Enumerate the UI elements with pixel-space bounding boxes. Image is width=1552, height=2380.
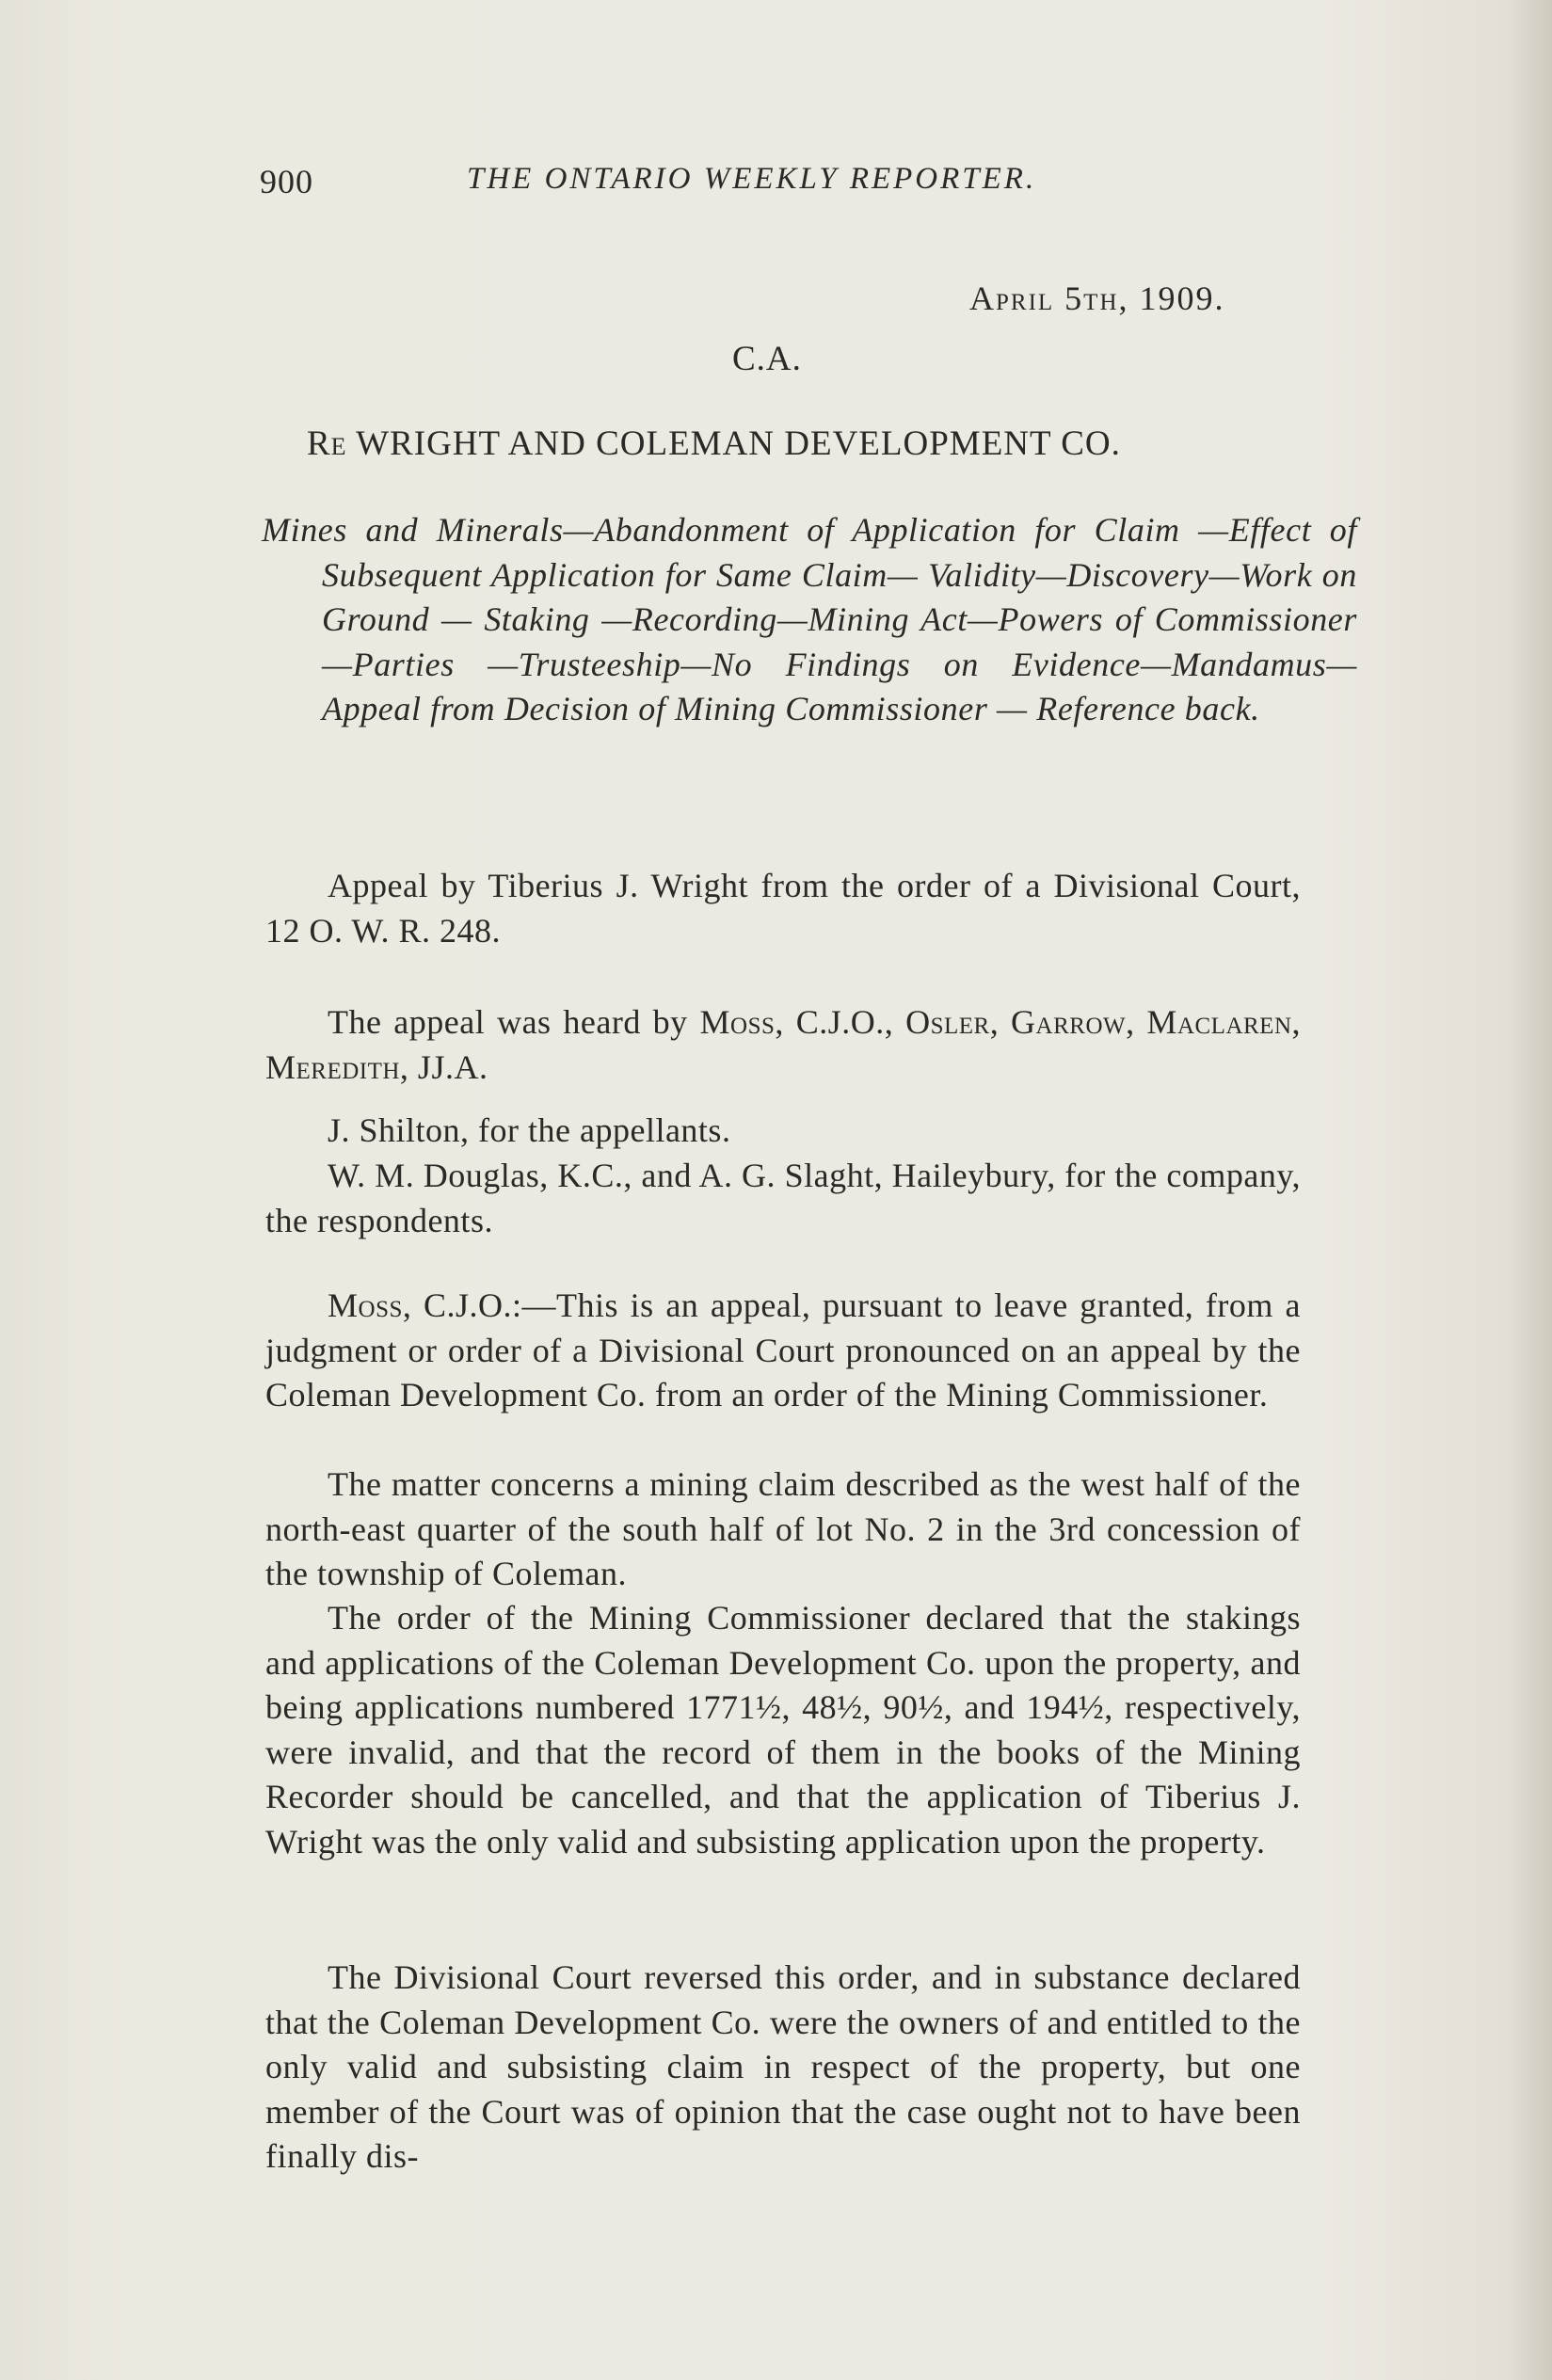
decision-date: April 5th, 1909. [969,280,1225,317]
paragraph-text [265,1284,1301,1418]
heard-prefix: The appeal was heard by [328,1003,688,1041]
paragraph-counsel-respondents [265,1154,1301,1243]
case-title-text: WRIGHT AND COLEMAN DEVELOPMENT CO. [356,424,1121,463]
paragraph-counsel-appellants [265,1109,1301,1154]
headnote: Mines and Minerals—Abandonment of Application for Claim —Effect of Subsequent Application for Same Claim— Validity—Discovery—Work on Ground — Staking —Recording—Mining Act—Powers of Commissioner—Parties —Trusteeship—No Findings on Evidence—Mandamus— Appeal from Decision of Mining Commissioner — Reference back. [262,511,1357,727]
paragraph-judgment-opening [265,1284,1301,1418]
paragraph-text: Appeal by Tiberius J. Wright from the order of a Divisional Court, 12 O. W. R. 248. [265,867,1301,950]
paragraph-matter [265,1462,1301,1597]
running-title: THE ONTARIO WEEKLY REPORTER. [467,162,1037,196]
paragraph-commissioner-order [265,1596,1301,1864]
paragraph-text: The matter concerns a mining claim described as the west half of the north-east quarter of the south half of lot No. 2 in the 3rd concession of the township of Coleman. [265,1465,1301,1592]
paragraph-text: The order of the Mining Commissioner declared that the stakings and applications of the Coleman Development Co. upon the property, and being applications numbered 1771½, 48½, 90½, and 194½, respectively, were invalid, and that the record of them in the books of the Mining Recorder should be cancelled, and that the application of Tiberius J. Wright was the only valid and subsisting application upon the property. [265,1599,1301,1861]
paragraph-text: J. Shilton, for the appellants. [328,1111,731,1149]
judge-name: Moss, C.J.O. [328,1286,513,1324]
paragraph-text [265,1000,1301,1090]
heard-judges: Moss, C.J.O., Osler, Garrow, Maclaren, Meredith, JJ.A. [265,1003,1301,1086]
paragraph-appeal [265,864,1301,953]
paragraph-divisional-court [265,1956,1301,2180]
court-label: C.A. [732,340,802,378]
paragraph-text: W. M. Douglas, K.C., and A. G. Slaght, Haileybury, for the company, the respondents. [265,1157,1301,1239]
page-number: 900 [260,163,313,200]
judgment-text: :—This is an appeal, pursuant to leave granted, from a judgment or order of a Divisional Court pronounced on an appeal by the Coleman Development Co. from an order of the Mining Commissioner. [265,1286,1301,1414]
page-header [260,162,1295,209]
case-title-prefix: Re [307,424,347,463]
paragraph-heard [265,1000,1301,1090]
paragraph-text: The Divisional Court reversed this order, and in substance declared that the Coleman Development Co. were the owners of and entitled to the only valid and subsisting claim in respect of the property, but one member of the Court was of opinion that the case ought not to have been finally dis- [265,1958,1301,2175]
case-title [307,423,1121,464]
